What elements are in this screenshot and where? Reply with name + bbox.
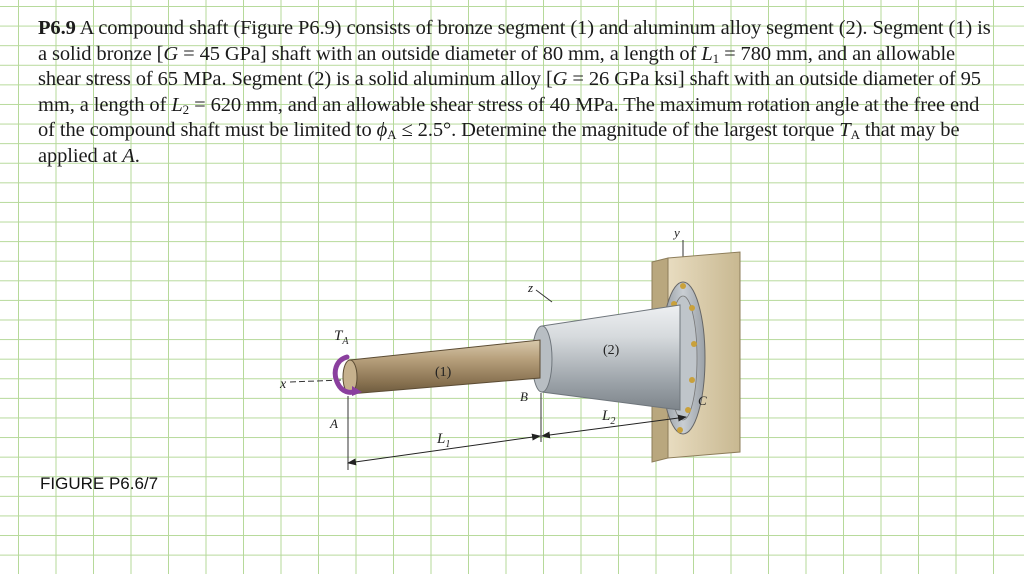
problem-text: that may be applied at [38, 119, 960, 167]
var-G2: G [552, 68, 568, 91]
point-A-label: A [330, 416, 338, 431]
problem-text: . [134, 144, 140, 167]
L2-label: $L_2$ [602, 408, 616, 427]
y-axis-label: y [674, 225, 680, 240]
problem-text: = 45 GPa] shaft with an outside diameter of 80 mm, a length of [178, 42, 702, 65]
problem-text: = 780 mm, and an allowable shear stress of 65 MPa. Segment (2) is a solid aluminum alloy [ [38, 42, 956, 91]
point-C-label: C [698, 393, 707, 408]
var-L2-subscript: 2 [182, 101, 190, 117]
var-L1: L [701, 42, 713, 65]
z-axis-line [536, 290, 552, 302]
problem-text: A compound shaft (Figure P6.9) consists of bronze segment (1) and aluminum alloy segment (2). Segment (1) is a solid bronze [ [38, 17, 991, 65]
var-TA-subscript: A [850, 127, 860, 143]
var-G1: G [163, 42, 179, 65]
segment-1-label: (1) [435, 365, 452, 380]
problem-text: ≤ 2.5°. Determine the magnitude of the largest torque [396, 119, 840, 142]
segment-2-label: (2) [603, 343, 620, 358]
torque-label: $T_A$ [334, 328, 349, 347]
figure-caption: FIGURE P6.6/7 [40, 474, 159, 493]
L1-label: $L_1$ [437, 431, 451, 450]
var-phi-subscript: A [387, 127, 397, 143]
var-A: A [122, 144, 135, 167]
var-L1-subscript: 1 [712, 50, 720, 66]
var-TA: T [839, 119, 851, 142]
x-axis-label: x [280, 377, 287, 392]
var-L2: L [171, 93, 183, 116]
var-phi: ϕ [376, 119, 388, 142]
point-B-label: B [520, 389, 528, 404]
problem-text: = 620 mm, and an allowable shear stress of 40 MPa. The maximum rotation angle at the free end of the compound shaft must be limited to [38, 93, 980, 142]
problem-number: P6.9 [38, 17, 76, 39]
z-axis-label: z [528, 280, 534, 295]
problem-text: = 26 GPa ksi] shaft with an outside diameter of 95 mm, a length of [38, 68, 981, 116]
